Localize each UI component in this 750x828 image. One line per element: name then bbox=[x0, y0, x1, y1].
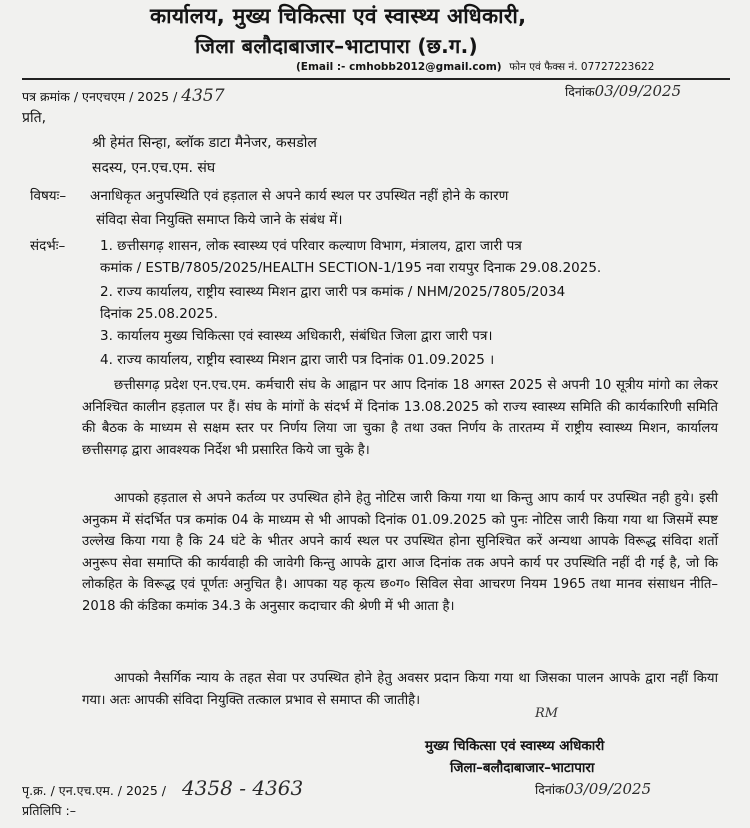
endorsement-handwritten-number: 4358 - 4363 bbox=[181, 776, 304, 800]
reference-item: दिनांक 25.08.2025. bbox=[100, 306, 218, 322]
signatory-title: मुख्य चिकित्सा एवं स्वास्थ्य अधिकारी bbox=[425, 738, 605, 754]
endorsement-date bbox=[535, 780, 651, 798]
reference-item: 4. राज्य कार्यालय, राष्ट्रीय स्वास्थ्य मिशन द्वारा जारी पत्र दिनांक 01.09.2025 । bbox=[100, 352, 495, 368]
reference-item: 3. कार्यालय मुख्य चिकित्सा एवं स्वास्थ्य अधिकारी, संबंधित जिला द्वारा जारी पत्र। bbox=[100, 328, 493, 344]
office-heading: कार्यालय, मुख्य चिकित्सा एवं स्वास्थ्य अधिकारी, bbox=[150, 4, 527, 28]
subject-line-2: संविदा सेवा नियुक्ति समाप्त किये जाने के संबंध में। bbox=[96, 212, 343, 228]
endorsement-number bbox=[22, 776, 303, 800]
letter-date bbox=[565, 82, 681, 100]
reference-item: 1. छत्तीसगढ़ शासन, लोक स्वास्थ्य एवं परिवार कल्याण विभाग, मंत्रालय, द्वारा जारी पत्र bbox=[100, 238, 522, 254]
reference-handwritten-number: 4357 bbox=[181, 86, 225, 106]
recipient-name: श्री हेमंत सिन्हा, ब्लॉक डाटा मैनेजर, कसडोल bbox=[92, 135, 317, 151]
body-paragraph-1: छत्तीसगढ़ प्रदेश एन.एच.एम. कर्मचारी संघ के आह्वान पर आप दिनांक 18 अगस्त 2025 से अपनी 10 सूत्रीय मांगो का लेकर अनिश्चित कालीन हड़ताल पर हैं। संघ के मांगों के संदर्भ में दिनांक 13.08.2025 को राज्य स्वास्थ्य समिति की कार्यकारिणी समिति की बैठक के माध्यम से सक्षम स्तर पर निर्णय लिया जा चुका है तथा उक्त निर्णय के तारतम्य में राष्ट्रीय स्वास्थ्य मिशन, कार्यालय छत्तीसगढ़ द्वारा आवश्यक निर्देश भी प्रसारित किये जा चुके है। bbox=[82, 378, 718, 458]
subject-line-1: अनाधिकृत अनुपस्थिति एवं हड़ताल से अपने कार्य स्थल पर उपस्थित नहीं होने के कारण bbox=[90, 188, 509, 204]
references-label: संदर्भः– bbox=[30, 238, 66, 254]
reference-label: पत्र क्रमांक / एनएचएम / 2025 / bbox=[22, 89, 178, 104]
date-label: दिनांक bbox=[565, 84, 595, 99]
subject-label: विषयः– bbox=[30, 188, 67, 204]
body-paragraph-2: आपको हड़ताल से अपने कर्तव्य पर उपस्थित होने हेतु नोटिस जारी किया गया था किन्तु आप कार्य पर उपस्थित नही हुये। इसी अनुकम में संदर्भित पत्र कमांक 04 के माध्यम से भी आपको दिनांक 01.09.2025 को पुनः नोटिस जारी किया गया था जिसमें स्पष्ट उल्लेख किया गया है कि 24 घंटे के भीतर अपने कार्य स्थल पर उपस्थित होना सुनिश्चित करें अन्यथा आपके विरूद्ध संविदा शर्तो अनुरूप सेवा समाप्ति की कार्यवाही की जावेगी किन्तु आपके द्वारा आज दिनांक तक अपने कार्य पर उपस्थिति नहीं दी गई है, जो कि लोकहित के विरूद्ध एवं पूर्णतः अनुचित है। आपका यह कृत्य छ०ग० सिविल सेवा आचरण नियम 1965 तथा मानव संसाधन नीति–2018 की कंडिका कमांक 34.3 के अनुसार कदाचार की श्रेणी में भी आता है। bbox=[82, 491, 718, 614]
email-text: (Email :- cmhobb2012@gmail.com) bbox=[296, 61, 502, 73]
endorsement-date-label: दिनांक bbox=[535, 782, 565, 797]
to-label: प्रति, bbox=[22, 110, 47, 126]
reference-number bbox=[22, 86, 225, 106]
endorsement-label: पृ.क्र. / एन.एच.एम. / 2025 / bbox=[22, 783, 166, 798]
phone-text: फोन एवं फैक्स नं. 07727223622 bbox=[509, 61, 655, 73]
reference-item: 2. राज्य कार्यालय, राष्ट्रीय स्वास्थ्य मिशन द्वारा जारी पत्र कमांक / NHM/2025/7805/2034 bbox=[100, 284, 566, 300]
reference-item: कमांक / ESTB/7805/2025/HEALTH SECTION-1/195 नवा रायपुर दिनाक 29.08.2025. bbox=[100, 260, 602, 276]
signatory-district: जिला–बलौदाबाजार–भाटापारा bbox=[450, 760, 595, 776]
header-rule bbox=[22, 78, 730, 80]
endorsement-date-value: 03/09/2025 bbox=[564, 780, 652, 798]
district-heading: जिला बलौदाबाजार–भाटापारा (छ.ग.) bbox=[195, 34, 478, 58]
signature: RM bbox=[535, 706, 559, 721]
body-paragraph-3: आपको नैसर्गिक न्याय के तहत सेवा पर उपस्थित होने हेतु अवसर प्रदान किया गया था जिसका पालन आपके द्वारा नहीं किया गया। अतः आपकी संविदा नियुक्ति तत्काल प्रभाव से समाप्त की जातीहै। bbox=[82, 671, 718, 708]
date-value: 03/09/2025 bbox=[594, 82, 682, 100]
copy-label: प्रतिलिपि :– bbox=[22, 803, 76, 818]
recipient-org: सदस्य, एन.एच.एम. संघ bbox=[92, 160, 216, 176]
contact-line bbox=[296, 60, 654, 74]
